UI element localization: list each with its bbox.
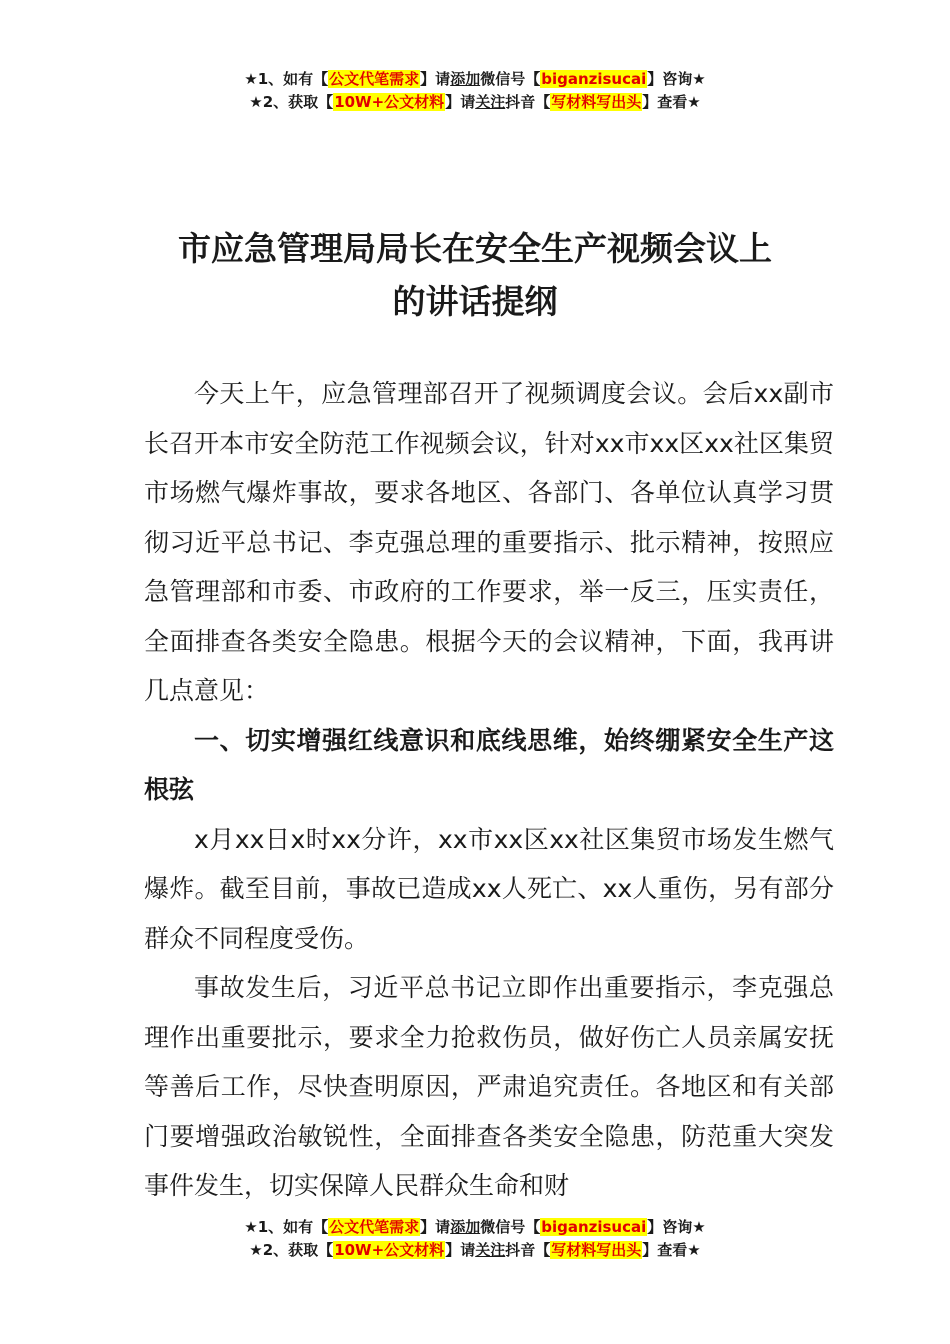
banner-underlined: 添加 (450, 70, 481, 88)
title-line-2: 的讲话提纲 (392, 282, 558, 321)
banner-line-1 (0, 68, 950, 91)
banner-text: 微信号【 (480, 1218, 541, 1236)
paragraph-incident: x月xx日x时xx分许，xx市xx区xx社区集贸市场发生燃气爆炸。截至目前，事故已造成xx人死亡、xx人重伤，另有部分群众不同程度受伤。 (144, 824, 834, 953)
banner-highlight: 写材料写出头 (551, 93, 642, 111)
document-title (0, 222, 950, 328)
banner-text: 】咨询★ (647, 1218, 706, 1236)
banner-underlined: 关注 (475, 1241, 506, 1259)
banner-highlight: 公文代笔需求 (329, 1218, 420, 1236)
banner-highlight: 写材料写出头 (551, 1241, 642, 1259)
banner-text: ★2、获取【 (249, 1241, 334, 1259)
footer-banner (0, 1216, 950, 1262)
banner-text: 】请 (445, 93, 476, 111)
banner-text: ★1、如有【 (244, 1218, 329, 1236)
banner-text: 】请 (445, 1241, 476, 1259)
banner-text: 】咨询★ (647, 70, 706, 88)
banner-line-2 (0, 1239, 950, 1262)
banner-text: ★1、如有【 (244, 70, 329, 88)
header-banner (0, 68, 950, 114)
banner-underlined: 添加 (450, 1218, 481, 1236)
banner-text: 】请 (420, 1218, 451, 1236)
banner-highlight: biganzisucai (541, 70, 647, 88)
banner-highlight: biganzisucai (541, 1218, 647, 1236)
section-heading-1: 一、切实增强红线意识和底线思维，始终绷紧安全生产这根弦 (144, 725, 834, 804)
document-body (144, 369, 834, 1211)
banner-text: 】查看★ (642, 93, 701, 111)
banner-highlight: 10W+公文材料 (334, 1241, 445, 1259)
banner-line-1 (0, 1216, 950, 1239)
banner-text: 抖音【 (505, 1241, 551, 1259)
title-line-1: 市应急管理局局长在安全生产视频会议上 (178, 229, 772, 268)
banner-text: 】请 (420, 70, 451, 88)
paragraph-intro: 今天上午，应急管理部召开了视频调度会议。会后xx副市长召开本市安全防范工作视频会议，针对xx市xx区xx社区集贸市场燃气爆炸事故，要求各地区、各部门、各单位认真学习贯彻习近平总书记、李克强总理的重要指示、批示精神，按照应急管理部和市委、市政府的工作要求，举一反三，压实责任，全面排查各类安全隐患。根据今天的会议精神，下面，我再讲几点意见： (144, 379, 834, 705)
banner-highlight: 公文代笔需求 (329, 70, 420, 88)
banner-text: 抖音【 (505, 93, 551, 111)
banner-highlight: 10W+公文材料 (334, 93, 445, 111)
banner-line-2 (0, 91, 950, 114)
banner-text: 微信号【 (480, 70, 541, 88)
banner-underlined: 关注 (475, 93, 506, 111)
banner-text: ★2、获取【 (249, 93, 334, 111)
banner-text: 】查看★ (642, 1241, 701, 1259)
paragraph-response: 事故发生后，习近平总书记立即作出重要指示，李克强总理作出重要批示，要求全力抢救伤员，做好伤亡人员亲属安抚等善后工作，尽快查明原因，严肃追究责任。各地区和有关部门要增强政治敏锐性，全面排查各类安全隐患，防范重大突发事件发生，切实保障人民群众生命和财 (144, 973, 834, 1200)
